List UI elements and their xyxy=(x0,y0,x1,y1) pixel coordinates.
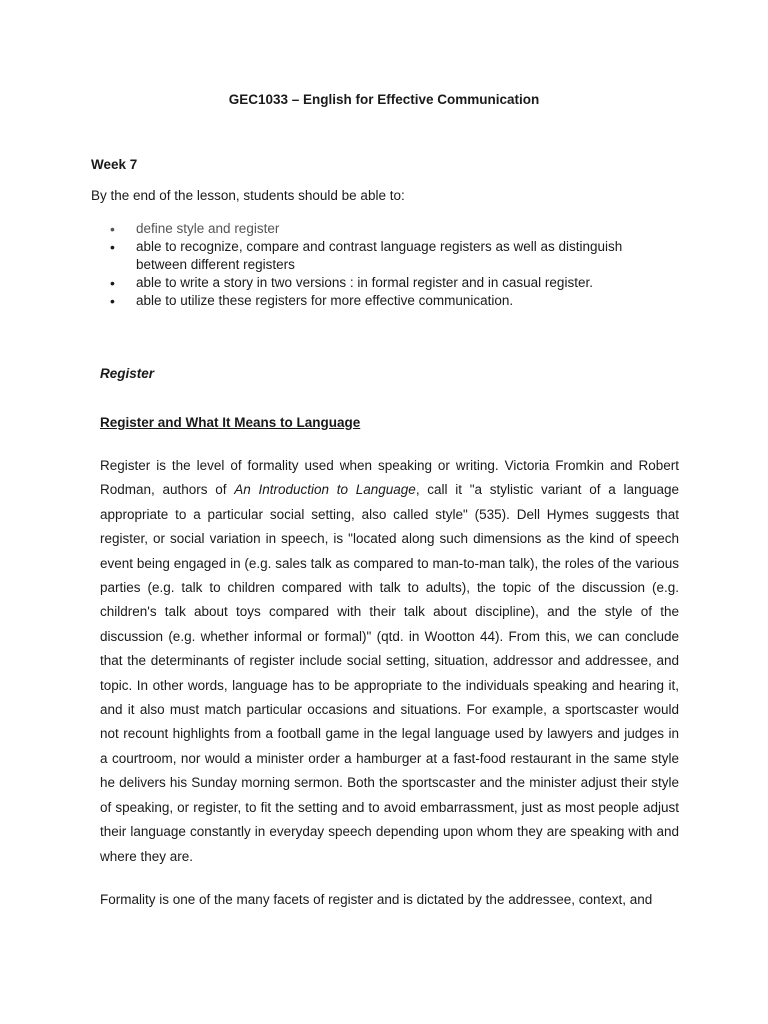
section-title: Register xyxy=(100,366,155,381)
objectives-list xyxy=(108,220,648,310)
book-title: An Introduction to Language xyxy=(234,482,416,498)
course-title: GEC1033 – English for Effective Communication xyxy=(228,92,540,107)
paragraph-text: Register is the level of formality used when speaking or writing. Victoria Fromkin and Robert Rodman, authors of xyxy=(100,458,679,498)
intro-text: By the end of the lesson, students should be able to: xyxy=(91,188,405,203)
body-paragraph: Formality is one of the many facets of register and is dictated by the addressee, context, and xyxy=(100,892,653,907)
body-paragraph xyxy=(100,454,679,869)
objective-item: • able to recognize, compare and contrast language registers as well as distinguish between different registers xyxy=(108,238,648,274)
week-heading: Week 7 xyxy=(91,157,138,172)
paragraph-text: , call it "a stylistic variant of a language appropriate to a particular social setting, also called style" (535). Dell Hymes suggests that register, or social variation in speech, is "located along such dimensions as the kind of speech event being engaged in (e.g. sales talk as compared to man-to-man talk), the roles of the various parties (e.g. talk to children compared with talk to adults), the topic of the discussion (e.g. children's talk about toys compared with their talk about discipline), and the style of the discussion (e.g. whether informal or formal)" (qtd. in Wootton 44). From this, we can conclude that the determinants of register include social setting, situation, addressor and addressee, and topic. In other words, language has to be appropriate to the individuals speaking and hearing it, and it also must match particular occasions and situations. For example, a sportscaster would not recount highlights from a football game in the legal language used by lawyers and judges in a courtroom, nor would a minister order a hamburger at a fast-food restaurant in the same style he delivers his Sunday morning sermon. Both the sportscaster and the minister adjust their style of speaking, or register, to fit the setting and to avoid embarrassment, just as most people adjust their language constantly in everyday speech depending upon whom they are speaking with and where they are. xyxy=(100,482,680,864)
objective-item: • define style and register xyxy=(108,220,648,238)
subheading: Register and What It Means to Language xyxy=(100,415,361,430)
objective-item: • able to write a story in two versions : in formal register and in casual register. xyxy=(108,274,648,292)
objective-item: • able to utilize these registers for more effective communication. xyxy=(108,292,648,310)
